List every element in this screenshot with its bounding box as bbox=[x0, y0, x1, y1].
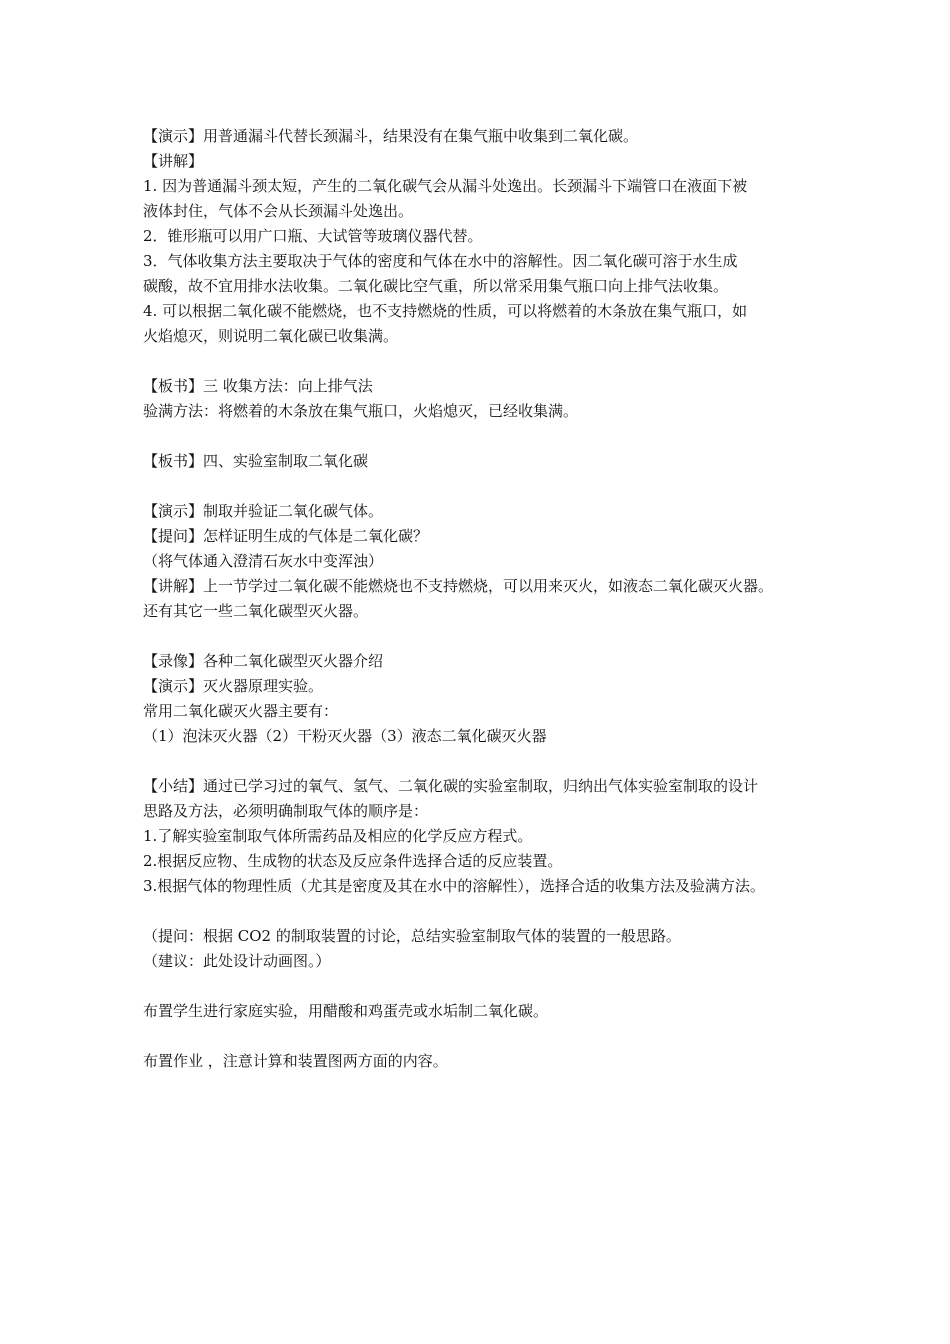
text-line: 布置学生进行家庭实验，用醋酸和鸡蛋壳或水垢制二氧化碳。 bbox=[143, 1002, 549, 1020]
blank-line bbox=[143, 1024, 828, 1049]
blank-line bbox=[143, 899, 828, 924]
text-line: 火焰熄灭，则说明二氧化碳已收集满。 bbox=[143, 327, 399, 345]
text-line: 常用二氧化碳灭火器主要有： bbox=[143, 702, 339, 720]
text-line: （建议：此处设计动画图。） bbox=[143, 952, 331, 970]
text-line: 2．锥形瓶可以用广口瓶、大试管等玻璃仪器代替。 bbox=[143, 227, 483, 245]
document-body bbox=[143, 124, 828, 1074]
text-line: 液体封住，气体不会从长颈漏斗处逸出。 bbox=[143, 202, 414, 220]
text-line: 【板书】三 收集方法：向上排气法 bbox=[143, 377, 373, 395]
text-line: 4. 可以根据二氧化碳不能燃烧，也不支持燃烧的性质，可以将燃着的木条放在集气瓶口，如 bbox=[143, 302, 748, 320]
blank-line bbox=[143, 474, 828, 499]
blank-line bbox=[143, 624, 828, 649]
text-line: 【演示】制取并验证二氧化碳气体。 bbox=[143, 502, 384, 520]
text-line: （1）泡沫灭火器（2）干粉灭火器（3）液态二氧化碳灭火器 bbox=[143, 727, 547, 745]
text-line: 验满方法：将燃着的木条放在集气瓶口，火焰熄灭，已经收集满。 bbox=[143, 402, 579, 420]
text-line: 【讲解】上一节学过二氧化碳不能燃烧也不支持燃烧，可以用来灭火，如液态二氧化碳灭火器。 bbox=[143, 577, 774, 595]
blank-line bbox=[143, 349, 828, 374]
text-line: 还有其它一些二氧化碳型灭火器。 bbox=[143, 602, 369, 620]
text-line: 【演示】灭火器原理实验。 bbox=[143, 677, 324, 695]
text-line: 布置作业 ，注意计算和装置图两方面的内容。 bbox=[143, 1052, 448, 1070]
text-line: 碳酸，故不宜用排水法收集。二氧化碳比空气重，所以常采用集气瓶口向上排气法收集。 bbox=[143, 277, 729, 295]
text-line: 1.了解实验室制取气体所需药品及相应的化学反应方程式。 bbox=[143, 827, 533, 845]
blank-line bbox=[143, 749, 828, 774]
text-line: （提问：根据 CO2 的制取装置的讨论，总结实验室制取气体的装置的一般思路。 bbox=[143, 927, 681, 945]
text-line: 思路及方法，必须明确制取气体的顺序是： bbox=[143, 802, 429, 820]
text-line: （将气体通入澄清石灰水中变浑浊） bbox=[143, 552, 384, 570]
text-line: 2.根据反应物、生成物的状态及反应条件选择合适的反应装置。 bbox=[143, 852, 563, 870]
text-line: 【录像】各种二氧化碳型灭火器介绍 bbox=[143, 652, 384, 670]
blank-line bbox=[143, 424, 828, 449]
text-line: 3.根据气体的物理性质（尤其是密度及其在水中的溶解性），选择合适的收集方法及验满方法。 bbox=[143, 877, 765, 895]
text-line: 3．气体收集方法主要取决于气体的密度和气体在水中的溶解性。因二氧化碳可溶于水生成 bbox=[143, 252, 738, 270]
text-line: 【提问】怎样证明生成的气体是二氧化碳？ bbox=[143, 527, 429, 545]
text-line: 1. 因为普通漏斗颈太短，产生的二氧化碳气会从漏斗处逸出。长颈漏斗下端管口在液面下被 bbox=[143, 177, 748, 195]
text-line: 【演示】用普通漏斗代替长颈漏斗，结果没有在集气瓶中收集到二氧化碳。 bbox=[143, 127, 639, 145]
text-line: 【小结】通过已学习过的氧气、氢气、二氧化碳的实验室制取，归纳出气体实验室制取的设计 bbox=[143, 777, 759, 795]
blank-line bbox=[143, 974, 828, 999]
text-line: 【板书】四、实验室制取二氧化碳 bbox=[143, 452, 369, 470]
text-line: 【讲解】 bbox=[143, 152, 204, 170]
